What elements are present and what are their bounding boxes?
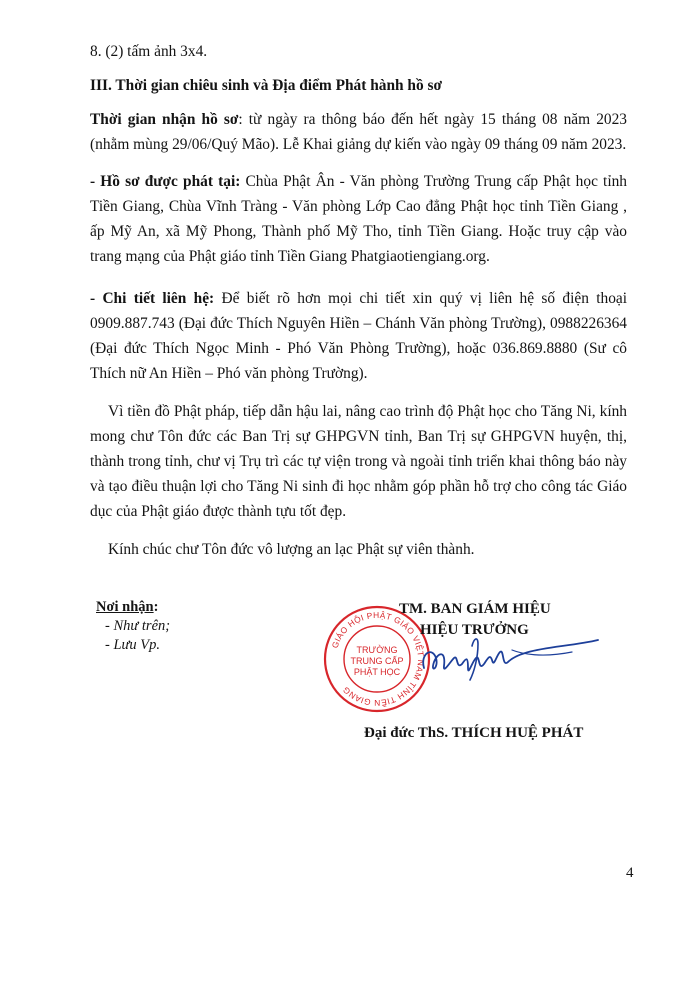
- contact-paragraph: [90, 286, 627, 386]
- signature-title-board: TM. BAN GIÁM HIỆU: [399, 601, 551, 617]
- recipient-item: - Như trên;: [105, 618, 171, 634]
- signature-stroke: [423, 640, 598, 670]
- seal-center-line: PHẬT HỌC: [353, 667, 401, 677]
- seal-ring-text: GIÁO HỘI PHẬT GIÁO VIỆT NAM TỈNH TIỀN GIANG: [329, 609, 427, 709]
- enrollment-time-text: : từ ngày ra thông báo đến hết ngày 15 tháng 08 năm 2023 (nhằm mùng 29/06/Quý Mão). Lễ Khai giảng dự kiến vào ngày 09 tháng 09 năm 2023.: [90, 111, 627, 153]
- recipients-block: [96, 598, 170, 655]
- enrollment-time-label: Thời gian nhận hồ sơ: [90, 111, 239, 128]
- recipients-colon: :: [153, 599, 159, 615]
- signer-name: Đại đức ThS. THÍCH HUỆ PHÁT: [364, 725, 584, 741]
- list-item-photos: 8. (2) tấm ảnh 3x4.: [90, 43, 208, 60]
- contact-label: - Chi tiết liên hệ:: [90, 290, 215, 307]
- recipient-item: - Lưu Vp.: [105, 637, 161, 653]
- section-heading: III. Thời gian chiêu sinh và Địa điểm Phát hành hồ sơ: [90, 77, 443, 94]
- seal-center-line: TRƯỜNG: [356, 645, 398, 655]
- greeting-paragraph: Kính chúc chư Tôn đức vô lượng an lạc Phật sự viên thành.: [108, 541, 475, 558]
- handwritten-signature: [412, 628, 602, 688]
- issue-location-text: Chùa Phật Ân - Văn phòng Trường Trung cấp Phật học tỉnh Tiền Giang, Chùa Vĩnh Tràng - Văn phòng Lớp Cao đẳng Phật học tỉnh Tiền Giang , ấp Mỹ An, xã Mỹ Phong, Thành phố Mỹ Tho, tỉnh Tiền Giang. Hoặc truy cập vào trang mạng của Phật giáo tỉnh Tiền Giang Phatgiaotiengiang.org.: [90, 173, 627, 265]
- seal-center-line: TRUNG CẤP: [350, 656, 404, 666]
- issue-location-paragraph: [90, 169, 627, 269]
- appeal-paragraph: Vì tiền đồ Phật pháp, tiếp dẫn hậu lai, nâng cao trình độ Phật học cho Tăng Ni, kính mong chư Tôn đức các Ban Trị sự GHPGVN tỉnh, Ban Trị sự GHPGVN huyện, thị, thành trong tỉnh, chư vị Trụ trì các tự viện trong và ngoài tỉnh triển khai thông báo này và tạo điều thuận lợi cho Tăng Ni sinh đi học nhằm góp phần hỗ trợ cho công tác Giáo dục của Phật giáo được thành tựu tốt đẹp.: [90, 403, 627, 520]
- recipients-title: Nơi nhận: [96, 599, 154, 615]
- page-number: 4: [626, 865, 634, 881]
- issue-location-label: - Hồ sơ được phát tại:: [90, 173, 241, 190]
- signature-title-principal: HIỆU TRƯỞNG: [420, 622, 529, 638]
- contact-text: Để biết rõ hơn mọi chi tiết xin quý vị liên hệ số điện thoại 0909.887.743 (Đại đức Thích Nguyên Hiền – Chánh Văn phòng Trường), 0988226364 (Đại đức Thích Ngọc Minh - Phó Văn Phòng Trường), hoặc 036.869.8880 (Sư cô Thích nữ An Hiền – Phó văn phòng Trường).: [90, 290, 627, 382]
- enrollment-time-paragraph: [90, 107, 627, 157]
